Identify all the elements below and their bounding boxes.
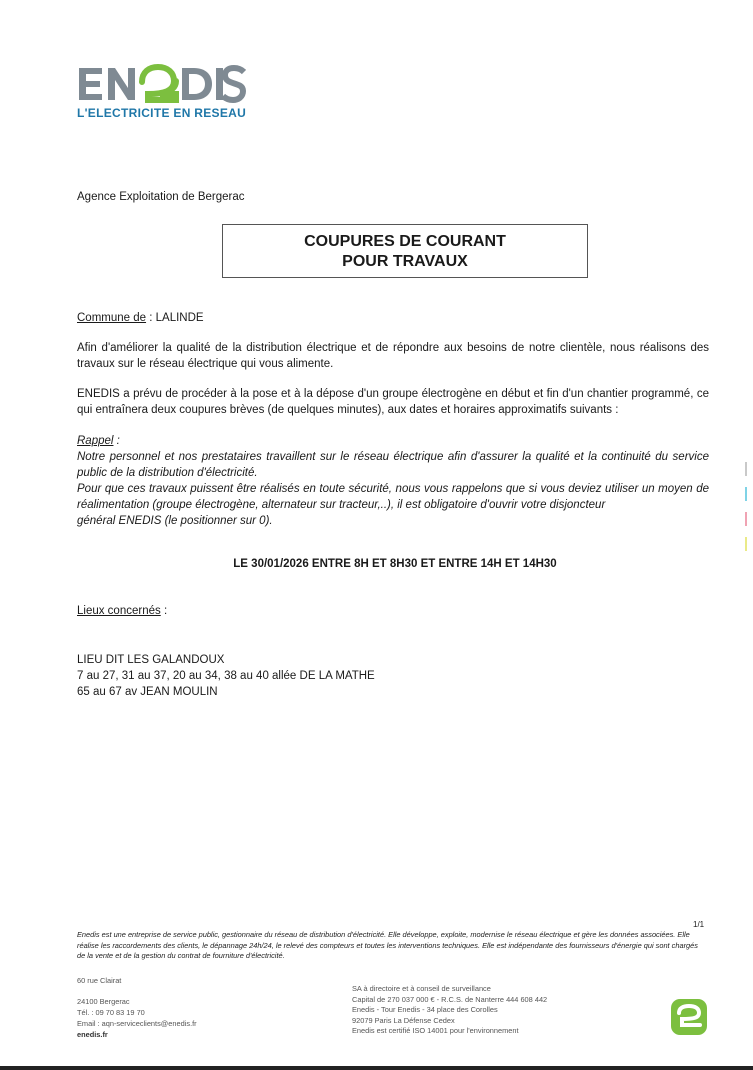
website-link[interactable]: enedis.fr <box>77 1030 108 1039</box>
rappel-colon: : <box>113 435 120 447</box>
title-box <box>222 224 588 278</box>
rappel-line-3: général ENEDIS (le positionner sur 0). <box>77 515 273 527</box>
enedis-paragraph: ENEDIS a prévu de procéder à la pose et à la dépose d'un groupe électrogène en début et fin d'un chantier programmé, ce qui entraînera deux coupures brèves (de quelques minutes), aux dates et horaires approximatifs suivants : <box>77 388 709 416</box>
scan-bottom-edge <box>0 1066 753 1070</box>
scan-mark <box>745 537 747 551</box>
lieu-item: 7 au 27, 31 au 37, 20 au 34, 38 au 40 allée DE LA MATHE <box>77 670 375 682</box>
address-email: Email : aqn-serviceclients@enedis.fr <box>77 1019 197 1028</box>
lieux-list <box>77 652 375 700</box>
lieux-heading-line <box>77 605 167 617</box>
company-info-line: Enedis est certifié ISO 14001 pour l'environnement <box>352 1026 519 1035</box>
rappel-line-2: Pour que ces travaux puissent être réalisés en toute sécurité, nous vous rappelons que si vous deviez utiliser un moyen de réalimentation (groupe électrogène, alternateur sur tracteur,..), il est obligatoire d'ouvrir votre disjoncteur <box>77 483 709 511</box>
company-info-line: SA à directoire et à conseil de surveillance <box>352 984 491 993</box>
lieux-heading: Lieux concernés <box>77 605 161 617</box>
commune-label: Commune de <box>77 312 147 324</box>
commune-line <box>77 312 204 324</box>
rappel-heading: Rappel <box>77 435 114 447</box>
legal-text: Enedis est une entreprise de service public, gestionnaire du réseau de distribution d'électricité. Elle développe, exploite, modernise le réseau électrique et gère les données associées. Elle réalise les raccordements des clients, le dépannage 24h/24, le relevé des compteurs et toutes les interventions techniques. Elle est indépendante des fournisseurs d'énergie qui sont chargés de la vente et de la gestion du contrat de fourniture d'électricité. <box>77 930 698 960</box>
commune-value: : LALINDE <box>146 312 204 324</box>
title-line-2: POUR TRAVAUX <box>342 253 468 270</box>
rappel-block <box>77 433 709 529</box>
company-info-line: 92079 Paris La Défense Cedex <box>352 1015 455 1025</box>
enedis-e-icon <box>670 998 708 1036</box>
brand-tagline: L'ELECTRICITE EN RESEAU <box>77 106 247 120</box>
enedis-logo <box>76 62 246 106</box>
lieux-colon: : <box>160 605 168 617</box>
rappel-line-1: Notre personnel et nos prestataires travaillent sur le réseau électrique afin d'assurer la qualité et la continuité du service public de la distribution d'électricité. <box>77 451 709 479</box>
company-info-line: Enedis - Tour Enedis - 34 place des Corolles <box>352 1005 498 1014</box>
title-line-1: COUPURES DE COURANT <box>304 233 506 250</box>
lieu-item: LIEU DIT LES GALANDOUX <box>77 654 225 666</box>
company-info-line: Capital de 270 037 000 € - R.C.S. de Nanterre 444 608 442 <box>352 994 548 1004</box>
address-city: 24100 Bergerac <box>77 997 130 1006</box>
company-info <box>352 984 547 1037</box>
scan-mark <box>745 462 747 476</box>
page-number: 1/1 <box>693 920 705 929</box>
address-street: 60 rue Clairat <box>77 976 122 985</box>
scan-mark <box>745 512 747 526</box>
scan-mark <box>745 487 747 501</box>
intro-paragraph: Afin d'améliorer la qualité de la distribution électrique et de répondre aux besoins de notre clientèle, nous réalisons des travaux sur le réseau électrique qui vous alimente. <box>77 342 709 370</box>
address-phone: Tél. : 09 70 83 19 70 <box>77 1008 145 1017</box>
agency-name: Agence Exploitation de Bergerac <box>77 191 245 203</box>
lieu-item: 65 au 67 av JEAN MOULIN <box>77 686 218 698</box>
schedule-line: LE 30/01/2026 ENTRE 8H ET 8H30 ET ENTRE 14H ET 14H30 <box>233 558 557 570</box>
